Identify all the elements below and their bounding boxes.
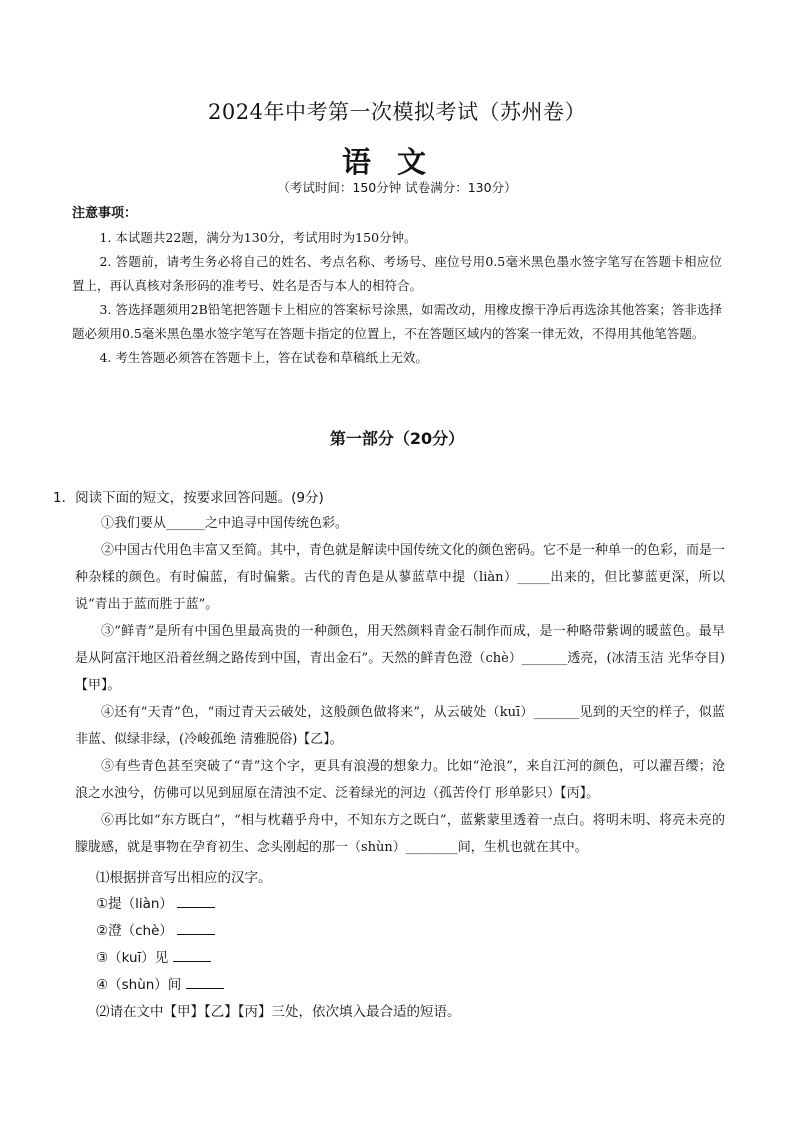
pinyin-item: [96, 973, 224, 993]
notice-list: [72, 226, 722, 370]
passage-paragraph: ⑥再比如“东方既白”，“相与枕藉乎舟中，不知东方之既白”，蓝紫蒙里透着一点白。将明未明、将亮未亮的朦胧感，就是事物在孕育初生、念头刚起的那一（shùn）________间，生机也就在其中。: [75, 813, 725, 855]
exam-title: 2024年中考第一次模拟考试（苏州卷）: [208, 100, 586, 124]
notice-heading: 注意事项：: [72, 206, 138, 221]
pinyin-item: [96, 892, 215, 912]
sub-question-1: ⑴根据拼音写出相应的汉字。: [96, 870, 272, 886]
pinyin-label: ④（shùn）间: [96, 977, 182, 993]
notice-item: 3. 答选择题须用2B铅笔把答题卡上相应的答案标号涂黑，如需改动，用橡皮擦干净后再选涂其他答案；答非选择题必须用0.5毫米黑色墨水签字笔写在答题卡指定的位置上，不在答题区域内的答案一律无效，不得用其他笔答题。: [72, 302, 722, 341]
passage-paragraph: ③“鲜青”是所有中国色里最高贵的一种颜色，用天然颜料青金石制作而成，是一种略带紫调的暖蓝色。最早是从阿富汗地区沿着丝绸之路传到中国，青出金石”。天然的鲜青色澄（chè）_______透亮，(冰清玉洁 光华夺目)【甲】。: [75, 624, 725, 693]
pinyin-label: ②澄（chè）: [96, 923, 173, 939]
passage-paragraph: ②中国古代用色丰富又至简。其中，青色就是解读中国传统文化的颜色密码。它不是一种单一的色彩，而是一种杂糅的颜色。有时偏蓝，有时偏紫。古代的青色是从蓼蓝草中提（liàn）_____出来的，但比蓼蓝更深，所以说“青出于蓝而胜于蓝”。: [75, 543, 726, 612]
pinyin-item: [96, 919, 215, 939]
pinyin-item: [96, 946, 211, 966]
passage-paragraph: ⑤有些青色甚至突破了“青”这个字，更具有浪漫的想象力。比如“沧浪”，来自江河的颜色，可以濯吾缨；沧浪之水浊兮，仿佛可以见到屈原在清浊不定、泛着绿光的河边（孤苦伶仃 形单影只）【丙】。: [75, 759, 725, 801]
answer-blank[interactable]: [173, 949, 211, 962]
pinyin-label: ③（kuī）见: [96, 950, 169, 966]
subject-title: 语文: [341, 145, 452, 179]
answer-blank[interactable]: [177, 895, 215, 908]
reading-passage: [75, 510, 725, 861]
section-title: 第一部分（20分）: [329, 429, 465, 448]
exam-info: （考试时间：150分钟 试卷满分：130分）: [277, 180, 517, 195]
question-stem: 1．阅读下面的短文，按要求回答问题。(9分): [53, 490, 324, 506]
notice-item: 2. 答题前，请考生务必将自己的姓名、考点名称、考场号、座位号用0.5毫米黑色墨水签字笔写在答题卡相应位置上，再认真核对条形码的准考号、姓名是否与本人的相符合。: [72, 254, 722, 293]
notice-item: 4. 考生答题必须答在答题卡上，答在试卷和草稿纸上无效。: [99, 350, 428, 365]
notice-item: 1. 本试题共22题，满分为130分，考试用时为150分钟。: [99, 230, 417, 245]
sub-question-2: ⑵请在文中【甲】【乙】【丙】三处，依次填入最合适的短语。: [96, 1004, 461, 1020]
passage-paragraph: ①我们要从______之中追寻中国传统色彩。: [101, 516, 349, 531]
answer-blank[interactable]: [177, 922, 215, 935]
pinyin-label: ①提（liàn）: [96, 896, 173, 912]
passage-paragraph: ④还有“天青”色，“雨过青天云破处，这般颜色做将来”，从云破处（kuī）_______见到的天空的样子，似蓝非蓝、似绿非绿，(冷峻孤绝 清雅脱俗)【乙】。: [75, 705, 725, 747]
answer-blank[interactable]: [186, 976, 224, 989]
